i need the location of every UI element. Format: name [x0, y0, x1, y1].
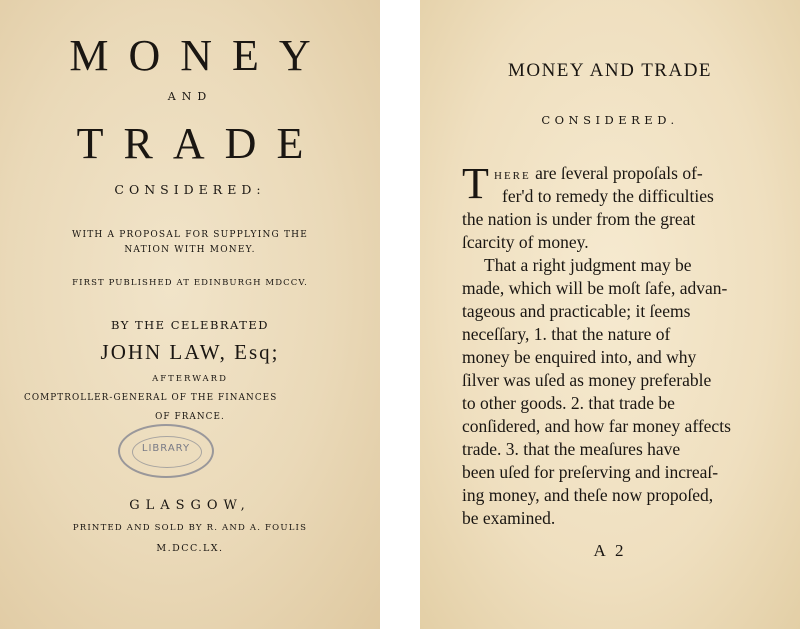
text-line: neceſſary, 1. that the nature of — [462, 324, 671, 344]
text-line: been uſed for preſerving and increaſ- — [462, 462, 719, 482]
text-line: fer'd to remedy the difficulties — [502, 186, 714, 206]
text-line: be examined. — [462, 508, 556, 528]
signature-mark: A 2 — [593, 541, 627, 560]
afterward-label: AFTERWARD — [152, 374, 228, 384]
page-subtitle: CONSIDERED. — [541, 113, 679, 127]
body-text — [462, 159, 774, 530]
text-line: conſidered, and how far money affects — [462, 416, 731, 436]
text-page — [420, 0, 800, 629]
library-stamp-label: LIBRARY — [141, 443, 191, 454]
page-title: MONEY AND TRADE — [507, 60, 713, 81]
author-name: JOHN LAW, Esq; — [100, 340, 280, 364]
subtitle-line-1: WITH A PROPOSAL FOR SUPPLYING THE — [72, 230, 308, 240]
text-line: to other goods. 2. that trade be — [462, 393, 675, 413]
text-line: money be enquired into, and why — [462, 347, 697, 367]
drop-cap: T — [462, 159, 489, 208]
title-money: MONEY — [69, 31, 331, 80]
text-line: made, which will be moſt ſafe, advan- — [462, 278, 728, 298]
title-trade: TRADE — [76, 119, 324, 168]
text-line: ſilver was uſed as money preferable — [462, 370, 712, 390]
subtitle — [0, 228, 380, 258]
title-page — [0, 0, 380, 629]
text-line: ing money, and theſe now propoſed, — [462, 485, 714, 505]
text-line: tageous and practicable; it ſeems — [462, 301, 691, 321]
first-published-note: FIRST PUBLISHED AT EDINBURGH MDCCV. — [72, 278, 308, 288]
imprint-date: M.DCC.LX. — [156, 543, 224, 554]
library-stamp-icon — [118, 424, 214, 478]
author-office-country: OF FRANCE. — [155, 412, 225, 422]
title-considered: CONSIDERED: — [114, 182, 266, 197]
text-line: That a right judgment may be — [484, 255, 692, 275]
by-line: BY THE CELEBRATED — [110, 318, 270, 332]
imprint-printer: PRINTED AND SOLD BY R. AND A. FOULIS — [72, 523, 308, 533]
text-line: trade. 3. that the meaſures have — [462, 439, 681, 459]
text-line-rest: are ſeveral propoſals of- — [530, 163, 703, 183]
text-line — [462, 162, 774, 185]
text-line: ſcarcity of money. — [462, 232, 589, 252]
title-and: AND — [167, 90, 213, 103]
subtitle-line-2: NATION WITH MONEY. — [124, 245, 256, 255]
small-caps-word: HERE — [494, 170, 531, 182]
imprint-city: GLASGOW, — [129, 498, 251, 513]
author-office: COMPTROLLER-GENERAL OF THE FINANCES — [24, 393, 278, 403]
text-line: the nation is under from the great — [462, 209, 696, 229]
